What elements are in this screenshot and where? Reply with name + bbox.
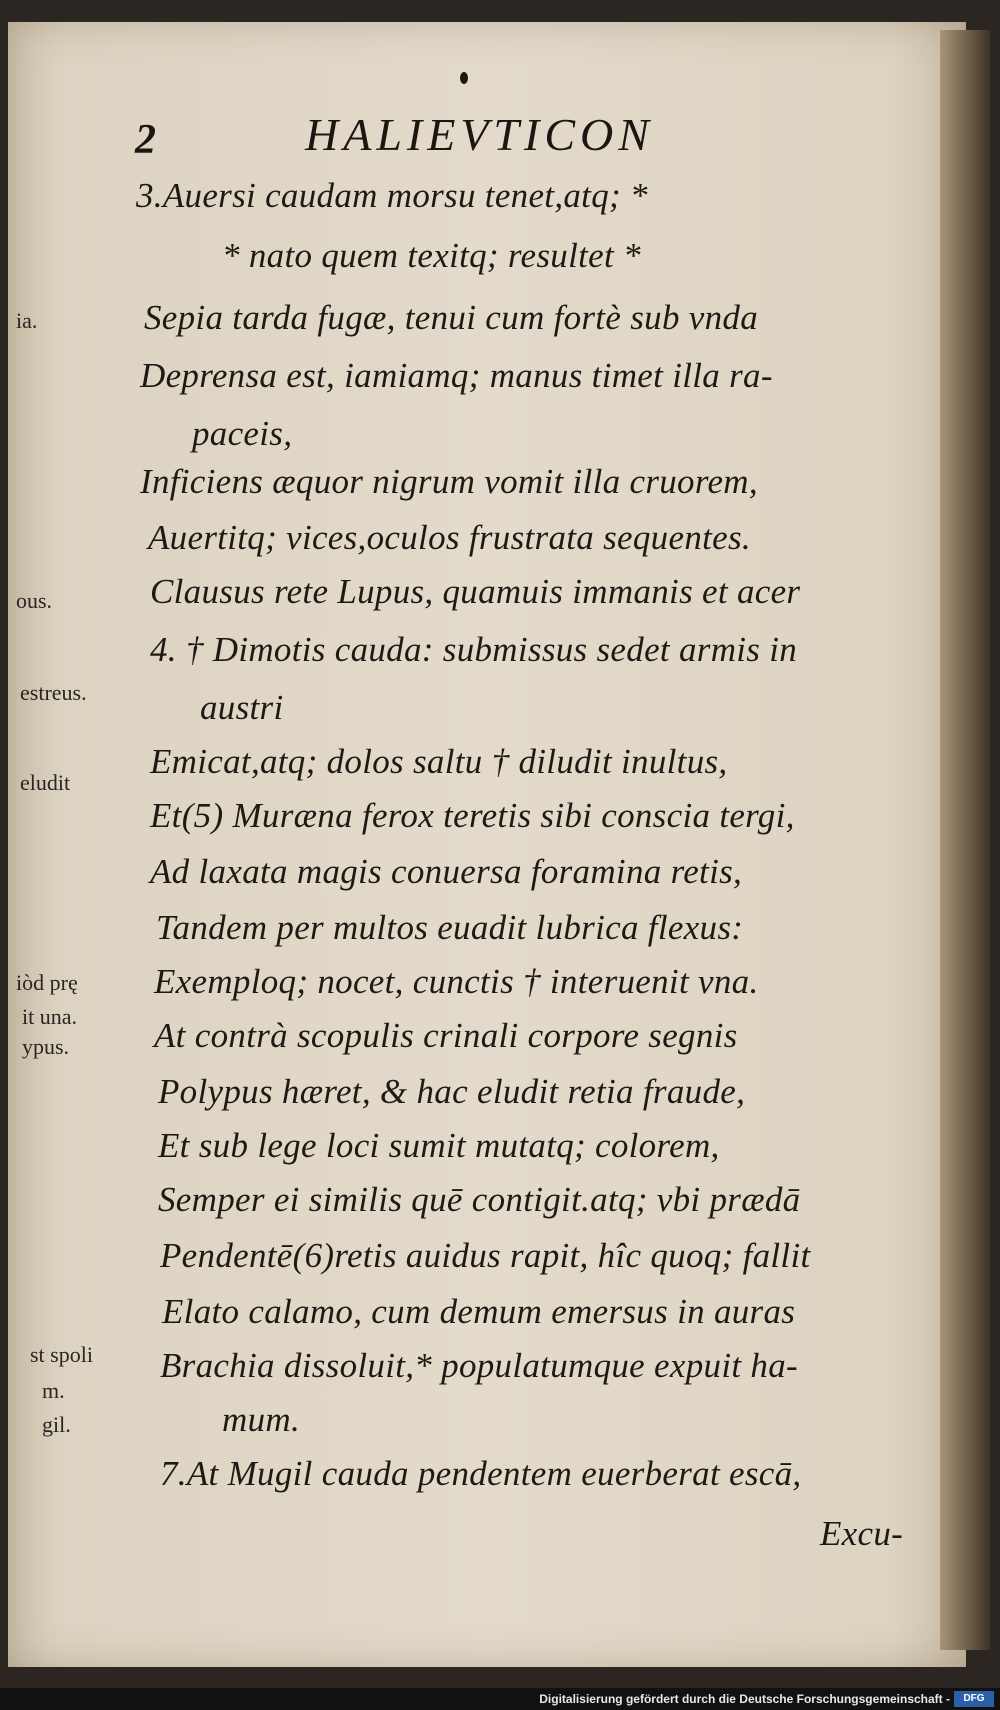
text-line: Deprensa est, iamiamq; manus timet illa ra- — [140, 356, 773, 395]
text-line: 7.At Mugil cauda pendentem euerberat escā, — [160, 1454, 802, 1493]
text-line: Sepia tarda fugæ, tenui cum fortè sub vnda — [144, 298, 759, 337]
running-title: HALIEVTICON — [305, 109, 654, 160]
text-line: 4. † Dimotis cauda: submissus sedet armis in — [150, 630, 798, 669]
text-line: paceis, — [192, 414, 293, 453]
page-number: 2 — [135, 117, 156, 163]
margin-note: ia. — [16, 308, 38, 333]
margin-note: iòd prę — [16, 970, 78, 995]
footer-credit: Digitalisierung gefördert durch die Deutsche Forschungsgemeinschaft - — [539, 1692, 950, 1706]
margin-note: eludit — [20, 770, 71, 795]
text-line: Brachia dissoluit,* populatumque expuit ha- — [160, 1346, 798, 1385]
text-line: Clausus rete Lupus, quamuis immanis et acer — [150, 572, 801, 611]
text-line: Tandem per multos euadit lubrica flexus: — [156, 908, 744, 947]
text-line: Et(5) Muræna ferox teretis sibi conscia tergi, — [150, 796, 795, 835]
margin-note: gil. — [42, 1412, 71, 1437]
printer-mark — [460, 72, 468, 84]
text-line: Exemploq; nocet, cunctis † interuenit vna. — [154, 962, 759, 1001]
page-header — [0, 108, 940, 168]
margin-note: it una. — [22, 1004, 77, 1029]
text-line: mum. — [222, 1400, 301, 1439]
text-line: Auertitq; vices,oculos frustrata sequentes. — [148, 518, 751, 557]
text-line: At contrà scopulis crinali corpore segnis — [154, 1016, 738, 1055]
text-line: austri — [200, 688, 284, 727]
text-line: Inficiens æquor nigrum vomit illa cruorem, — [140, 462, 758, 501]
text-line: Semper ei similis quē contigit.atq; vbi prædā — [158, 1180, 801, 1219]
margin-note: estreus. — [20, 680, 87, 705]
text-line: 3.Auersi caudam morsu tenet,atq; * — [136, 176, 648, 215]
margin-note: st spoli — [30, 1342, 93, 1367]
text-line: Ad laxata magis conuersa foramina retis, — [150, 852, 743, 891]
text-line: Pendentē(6)retis auidus rapit, hîc quoq; fallit — [160, 1236, 811, 1275]
margin-note: m. — [42, 1378, 65, 1403]
text-line: Polypus hæret, & hac eludit retia fraude, — [158, 1072, 746, 1111]
catchword: Excu- — [820, 1514, 904, 1553]
dfg-logo: DFG — [954, 1691, 994, 1707]
text-line: * nato quem texitq; resultet * — [222, 236, 641, 275]
text-line: Et sub lege loci sumit mutatq; colorem, — [158, 1126, 720, 1165]
footer-bar — [0, 1688, 1000, 1710]
margin-note: ous. — [16, 588, 53, 613]
text-line: Emicat,atq; dolos saltu † diludit inultus, — [150, 742, 728, 781]
text-line: Elato calamo, cum demum emersus in auras — [162, 1292, 796, 1331]
margin-note: ypus. — [22, 1034, 70, 1059]
